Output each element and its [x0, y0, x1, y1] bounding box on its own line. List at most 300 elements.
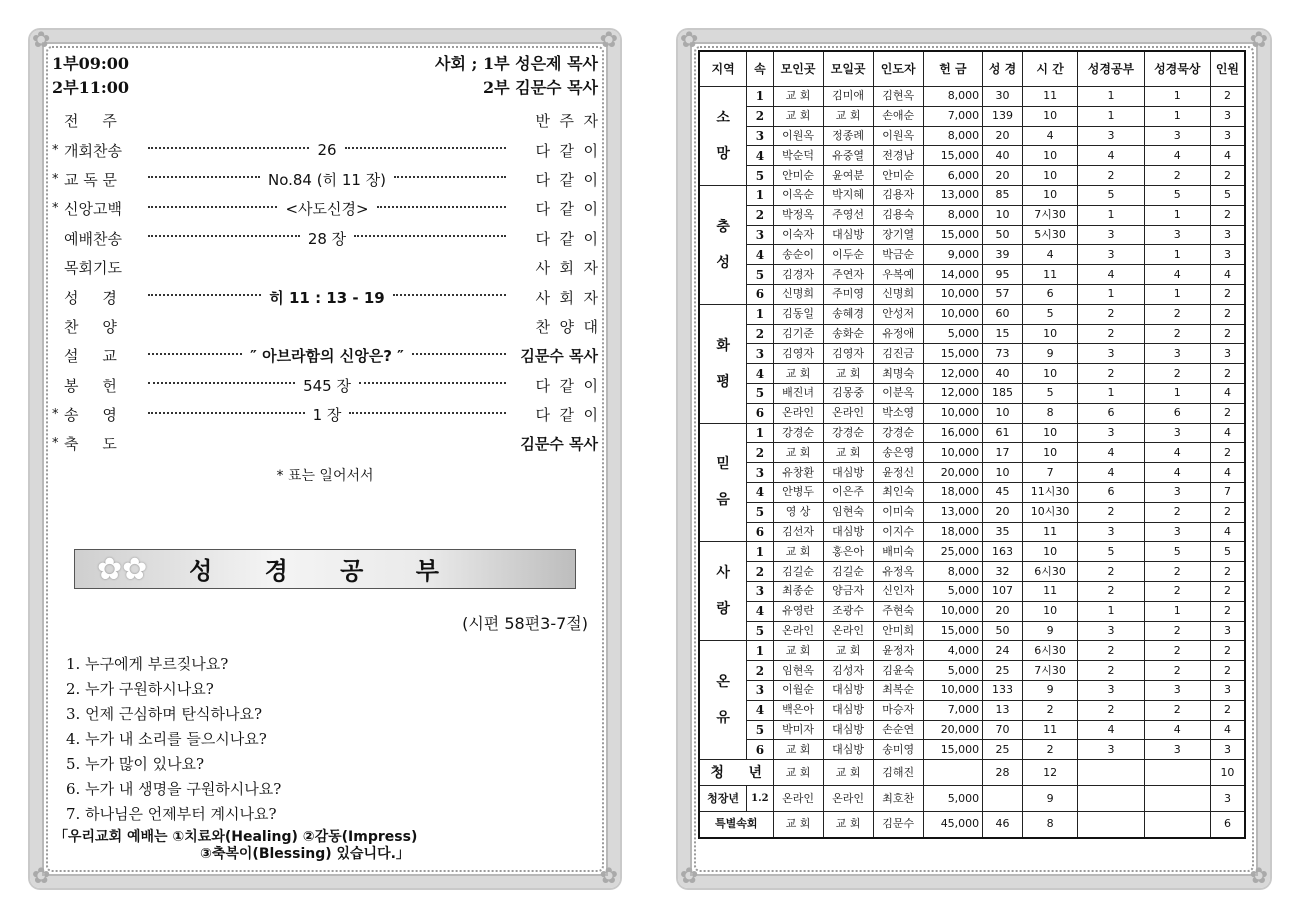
table-cell: 우복예 [873, 265, 923, 285]
table-cell: 4 [1210, 463, 1245, 483]
table-row [699, 106, 1245, 126]
table-cell: 4 [1078, 265, 1144, 285]
worship-order-row [52, 371, 598, 400]
table-cell: 박미자 [773, 720, 823, 740]
table-cell: 5,000 [923, 786, 982, 812]
table-cell: 40 [983, 146, 1023, 166]
table-cell: 20 [983, 166, 1023, 186]
table-cell: 윤정신 [873, 463, 923, 483]
table-cell: 이숙자 [773, 225, 823, 245]
table-cell: 3 [1210, 106, 1245, 126]
table-cell: 3 [1210, 245, 1245, 265]
table-cell: 4 [1144, 443, 1210, 463]
column-header: 성경공부 [1078, 51, 1144, 87]
church-motto [52, 829, 598, 863]
table-cell: 온라인 [773, 786, 823, 812]
table-cell: 교 회 [773, 87, 823, 107]
table-cell: 교 회 [773, 740, 823, 760]
table-cell: 50 [983, 621, 1023, 641]
table-cell: 김동일 [773, 304, 823, 324]
dotted-leader [377, 206, 506, 208]
table-cell: 28 [983, 760, 1023, 786]
table-cell: 1 [1144, 245, 1210, 265]
dotted-leader [148, 206, 277, 208]
table-cell [1078, 760, 1144, 786]
table-cell: 25 [983, 740, 1023, 760]
table-cell: 온라인 [823, 786, 873, 812]
service-time-1: 1부09:00 [52, 54, 130, 73]
table-cell: 1 [1078, 106, 1144, 126]
table-cell: 2 [1144, 364, 1210, 384]
table-cell: 139 [983, 106, 1023, 126]
cell-number: 5 [747, 720, 773, 740]
region-cell: 온 유 [699, 641, 747, 760]
table-cell [983, 786, 1023, 812]
column-header: 속 [747, 51, 773, 87]
column-header: 시 간 [1022, 51, 1077, 87]
dotted-leader [412, 353, 506, 355]
table-cell: 3 [1144, 680, 1210, 700]
table-cell: 4 [1210, 720, 1245, 740]
table-cell: 15,000 [923, 740, 982, 760]
table-cell: 김현옥 [873, 87, 923, 107]
table-cell: 3 [1144, 740, 1210, 760]
cell-number: 1.2 [747, 786, 773, 812]
table-row [699, 482, 1245, 502]
dotted-leader [345, 147, 506, 149]
table-row [699, 383, 1245, 403]
table-row [699, 225, 1245, 245]
table-cell: 임현옥 [773, 661, 823, 681]
table-cell: 홍은아 [823, 542, 873, 562]
table-cell: 3 [1210, 344, 1245, 364]
table-cell: 5,000 [923, 324, 982, 344]
table-cell: 5시30 [1022, 225, 1077, 245]
table-cell: 10,000 [923, 680, 982, 700]
order-item-detail: 히 11 : 13 - 19 [265, 287, 388, 308]
column-header: 성경묵상 [1144, 51, 1210, 87]
table-cell: 2 [1210, 562, 1245, 582]
table-row [699, 423, 1245, 443]
table-row [699, 601, 1245, 621]
flower-ornament-icon: ✿ [1249, 28, 1268, 53]
motto-line-1: 「우리교회 예배는 ①치료와(Healing) ②감동(Impress) [54, 828, 418, 845]
table-cell: 조광수 [823, 601, 873, 621]
worship-order-row [52, 400, 598, 429]
table-cell: 2 [1144, 166, 1210, 186]
table-cell: 20 [983, 502, 1023, 522]
table-cell: 김길순 [823, 562, 873, 582]
table-cell: 3 [1078, 423, 1144, 443]
table-cell: 최명숙 [873, 364, 923, 384]
worship-order-row [52, 224, 598, 253]
table-cell: 박정옥 [773, 205, 823, 225]
service-leader-1: 사회 ; 1부 성은제 목사 [435, 54, 598, 73]
flower-ornament-icon: ✿ [1249, 864, 1268, 889]
table-cell: 송순이 [773, 245, 823, 265]
table-row [699, 364, 1245, 384]
table-cell: 4 [1144, 463, 1210, 483]
table-cell: 강경순 [773, 423, 823, 443]
table-cell: 김경자 [773, 265, 823, 285]
cell-number: 6 [747, 740, 773, 760]
table-row [699, 700, 1245, 720]
service-time-2: 2부11:00 [52, 78, 130, 97]
table-row [699, 562, 1245, 582]
cell-number: 2 [747, 324, 773, 344]
table-cell: 교 회 [773, 542, 823, 562]
table-cell [923, 760, 982, 786]
order-item-detail: ″ 아브라함의 신앙은? ″ [246, 345, 408, 366]
table-cell: 3 [1210, 786, 1245, 812]
table-cell: 4 [1078, 443, 1144, 463]
table-cell: 교 회 [773, 443, 823, 463]
table-cell: 2 [1210, 661, 1245, 681]
table-row [699, 403, 1245, 423]
table-cell: 8 [1022, 403, 1077, 423]
bulletin-left-page [30, 30, 620, 888]
table-cell: 2 [1144, 502, 1210, 522]
table-cell [1144, 760, 1210, 786]
table-cell: 2 [1210, 601, 1245, 621]
table-row [699, 786, 1245, 812]
cell-number: 4 [747, 482, 773, 502]
table-cell: 3 [1210, 126, 1245, 146]
table-cell: 12 [1022, 760, 1077, 786]
table-cell: 5 [1210, 542, 1245, 562]
table-cell: 김영자 [773, 344, 823, 364]
table-cell: 16,000 [923, 423, 982, 443]
table-cell: 50 [983, 225, 1023, 245]
table-cell: 이옥순 [773, 185, 823, 205]
region-cell: 소 망 [699, 87, 747, 186]
table-cell: 18,000 [923, 522, 982, 542]
table-cell: 60 [983, 304, 1023, 324]
table-cell: 3 [1144, 344, 1210, 364]
standing-mark: * [52, 171, 59, 187]
table-cell: 최호찬 [873, 786, 923, 812]
order-leader-dots [144, 141, 510, 159]
table-cell: 5 [1210, 185, 1245, 205]
table-cell: 35 [983, 522, 1023, 542]
table-row [699, 581, 1245, 601]
table-cell: 백은아 [773, 700, 823, 720]
standing-note: * 표는 일어서서 [276, 467, 374, 484]
table-cell: 최인숙 [873, 482, 923, 502]
column-header: 인원 [1210, 51, 1245, 87]
table-row [699, 284, 1245, 304]
order-item-leader: 사 회 자 [535, 259, 598, 278]
cell-number: 6 [747, 403, 773, 423]
table-cell: 3 [1078, 344, 1144, 364]
table-cell: 10 [983, 403, 1023, 423]
cell-number: 1 [747, 304, 773, 324]
bulletin-right-page [678, 30, 1270, 888]
table-cell: 5 [1022, 383, 1077, 403]
table-cell: 이분옥 [873, 383, 923, 403]
table-cell: 57 [983, 284, 1023, 304]
table-cell: 11 [1022, 87, 1077, 107]
table-cell: 7 [1022, 463, 1077, 483]
table-cell: 13,000 [923, 185, 982, 205]
table-cell: 1 [1144, 383, 1210, 403]
table-cell: 신명희 [773, 284, 823, 304]
order-item-label: 신앙고백 [64, 200, 122, 219]
table-cell: 4 [1210, 265, 1245, 285]
table-cell: 3 [1144, 522, 1210, 542]
table-row [699, 680, 1245, 700]
table-cell: 10 [1022, 324, 1077, 344]
table-row [699, 344, 1245, 364]
cell-number: 2 [747, 106, 773, 126]
worship-order-row [52, 253, 598, 282]
table-cell: 10 [1022, 364, 1077, 384]
table-row [699, 265, 1245, 285]
table-cell: 8,000 [923, 126, 982, 146]
table-cell: 6 [1078, 403, 1144, 423]
table-cell: 대심방 [823, 680, 873, 700]
table-cell: 양금자 [823, 581, 873, 601]
table-cell: 10 [1022, 166, 1077, 186]
worship-order-row [52, 312, 598, 341]
table-cell: 2 [1144, 324, 1210, 344]
table-cell: 10,000 [923, 403, 982, 423]
table-cell: 4 [1144, 720, 1210, 740]
table-cell: 46 [983, 812, 1023, 838]
order-item-label: 송 영 [64, 406, 117, 425]
table-cell: 1 [1144, 205, 1210, 225]
dotted-leader [148, 294, 261, 296]
table-cell: 교 회 [773, 641, 823, 661]
table-cell: 유정옥 [873, 562, 923, 582]
table-row [699, 443, 1245, 463]
order-item-label: 예배찬송 [64, 229, 122, 248]
table-cell: 15,000 [923, 146, 982, 166]
table-cell: 15 [983, 324, 1023, 344]
table-cell: 4 [1144, 146, 1210, 166]
table-cell: 대심방 [823, 700, 873, 720]
table-cell: 10 [983, 205, 1023, 225]
cell-number: 3 [747, 581, 773, 601]
table-row [699, 760, 1245, 786]
table-cell: 신명희 [873, 284, 923, 304]
table-row [699, 522, 1245, 542]
table-cell: 10,000 [923, 304, 982, 324]
cell-number: 3 [747, 463, 773, 483]
cell-number: 1 [747, 87, 773, 107]
order-item-detail: 26 [313, 141, 340, 159]
dotted-leader [148, 147, 309, 149]
table-cell: 강경순 [823, 423, 873, 443]
table-cell: 김길순 [773, 562, 823, 582]
order-item-label: 축 도 [64, 435, 117, 454]
order-leader-dots [144, 404, 510, 425]
table-cell: 2 [1144, 661, 1210, 681]
cell-number: 1 [747, 185, 773, 205]
study-questions [52, 652, 598, 827]
table-cell: 김문수 [873, 812, 923, 838]
flower-ornament-icon: ✿ [599, 28, 618, 53]
table-cell: 교 회 [823, 641, 873, 661]
table-cell: 대심방 [823, 720, 873, 740]
table-cell: 3 [1144, 126, 1210, 146]
table-cell: 6 [1144, 403, 1210, 423]
table-cell: 2 [1078, 661, 1144, 681]
flower-ornament-icon: ✿ [680, 28, 699, 53]
table-cell: 185 [983, 383, 1023, 403]
table-cell: 정종례 [823, 126, 873, 146]
dotted-leader [354, 235, 506, 237]
worship-order [52, 106, 598, 459]
cell-number: 2 [747, 443, 773, 463]
column-header: 인도자 [873, 51, 923, 87]
table-cell: 13,000 [923, 502, 982, 522]
table-cell: 교 회 [823, 106, 873, 126]
cell-number: 4 [747, 146, 773, 166]
table-cell: 김진금 [873, 344, 923, 364]
table-cell: 안미순 [873, 166, 923, 186]
table-cell: 6시30 [1022, 641, 1077, 661]
column-header: 헌 금 [923, 51, 982, 87]
study-question: 1. 누구에게 부르짖나요? [66, 654, 229, 673]
table-cell: 85 [983, 185, 1023, 205]
table-row [699, 740, 1245, 760]
table-row [699, 502, 1245, 522]
table-cell [1078, 812, 1144, 838]
table-cell: 주연자 [823, 265, 873, 285]
order-item-label: 봉 헌 [64, 376, 117, 395]
table-cell: 10 [1210, 760, 1245, 786]
order-item-leader: 반 주 자 [535, 112, 598, 131]
table-cell: 3 [1078, 126, 1144, 146]
table-cell: 유영란 [773, 601, 823, 621]
table-cell: 2 [1078, 581, 1144, 601]
table-cell: 1 [1144, 284, 1210, 304]
table-cell: 2 [1144, 700, 1210, 720]
table-cell: 5,000 [923, 581, 982, 601]
table-cell: 3 [1210, 225, 1245, 245]
table-cell: 2 [1210, 700, 1245, 720]
table-cell: 32 [983, 562, 1023, 582]
cell-number: 5 [747, 502, 773, 522]
table-cell: 김해진 [873, 760, 923, 786]
table-cell: 영 상 [773, 502, 823, 522]
table-cell: 교 회 [823, 443, 873, 463]
table-cell: 24 [983, 641, 1023, 661]
table-cell: 7,000 [923, 700, 982, 720]
table-cell: 9 [1022, 621, 1077, 641]
cell-group-report-table [698, 50, 1246, 839]
table-cell: 15,000 [923, 344, 982, 364]
order-item-leader: 다 같 이 [535, 376, 598, 395]
table-cell: 39 [983, 245, 1023, 265]
table-cell: 3 [1144, 482, 1210, 502]
study-question: 7. 하나님은 언제부터 계시나요? [66, 804, 277, 823]
table-cell: 교 회 [823, 760, 873, 786]
table-cell: 11 [1022, 720, 1077, 740]
table-cell: 1 [1078, 601, 1144, 621]
table-cell: 교 회 [773, 760, 823, 786]
table-cell: 10 [1022, 423, 1077, 443]
table-cell: 주영선 [823, 205, 873, 225]
table-row [699, 87, 1245, 107]
dotted-leader [148, 382, 295, 384]
table-cell: 온라인 [773, 621, 823, 641]
order-leader-dots [144, 345, 510, 366]
table-cell: 안미순 [773, 166, 823, 186]
study-question: 5. 누가 많이 있나요? [66, 754, 205, 773]
table-cell: 2 [1210, 581, 1245, 601]
order-item-detail: <사도신경> [281, 198, 372, 219]
cell-number: 5 [747, 265, 773, 285]
table-cell: 5,000 [923, 661, 982, 681]
table-cell: 14,000 [923, 265, 982, 285]
table-cell: 45 [983, 482, 1023, 502]
table-cell: 3 [1210, 680, 1245, 700]
table-cell: 10 [1022, 542, 1077, 562]
table-cell: 1 [1144, 106, 1210, 126]
table-cell: 11 [1022, 265, 1077, 285]
order-item-leader: 다 같 이 [535, 170, 598, 189]
region-cell: 사 랑 [699, 542, 747, 641]
order-leader-dots [144, 287, 510, 308]
order-item-label: 설 교 [64, 347, 117, 366]
table-cell: 교 회 [823, 364, 873, 384]
table-cell: 김선자 [773, 522, 823, 542]
table-cell: 10시30 [1022, 502, 1077, 522]
cell-number: 1 [747, 542, 773, 562]
cell-number: 6 [747, 522, 773, 542]
table-cell: 교 회 [823, 812, 873, 838]
table-cell: 61 [983, 423, 1023, 443]
table-cell: 김용숙 [873, 205, 923, 225]
table-cell: 김미애 [823, 87, 873, 107]
table-cell: 이두순 [823, 245, 873, 265]
cell-number: 5 [747, 166, 773, 186]
table-cell: 4 [1210, 146, 1245, 166]
table-cell: 윤정자 [873, 641, 923, 661]
table-cell: 송은영 [873, 443, 923, 463]
flower-ornament-icon: ✿ [599, 864, 618, 889]
order-item-detail: No.84 (히 11 장) [264, 169, 390, 190]
table-cell: 5 [1078, 185, 1144, 205]
cell-number: 2 [747, 661, 773, 681]
order-item-label: 개회찬송 [64, 141, 122, 160]
table-cell: 이지수 [873, 522, 923, 542]
order-item-label: 교 독 문 [64, 170, 118, 189]
table-cell: 3 [1210, 621, 1245, 641]
order-leader-dots [144, 267, 510, 269]
table-cell: 9 [1022, 344, 1077, 364]
order-leader-dots [144, 443, 510, 445]
table-cell: 1 [1144, 601, 1210, 621]
table-cell: 7,000 [923, 106, 982, 126]
table-cell: 온라인 [823, 403, 873, 423]
table-cell: 13 [983, 700, 1023, 720]
right-content [698, 50, 1250, 866]
table-row [699, 463, 1245, 483]
cell-number: 6 [747, 284, 773, 304]
table-cell: 2 [1078, 304, 1144, 324]
table-cell: 11 [1022, 581, 1077, 601]
order-leader-dots [144, 198, 510, 219]
table-cell: 2 [1210, 284, 1245, 304]
table-cell: 2 [1210, 443, 1245, 463]
table-cell: 주미영 [823, 284, 873, 304]
table-cell: 1 [1078, 284, 1144, 304]
region-cell: 청 년 [699, 760, 773, 786]
order-item-detail: 545 장 [299, 375, 355, 396]
